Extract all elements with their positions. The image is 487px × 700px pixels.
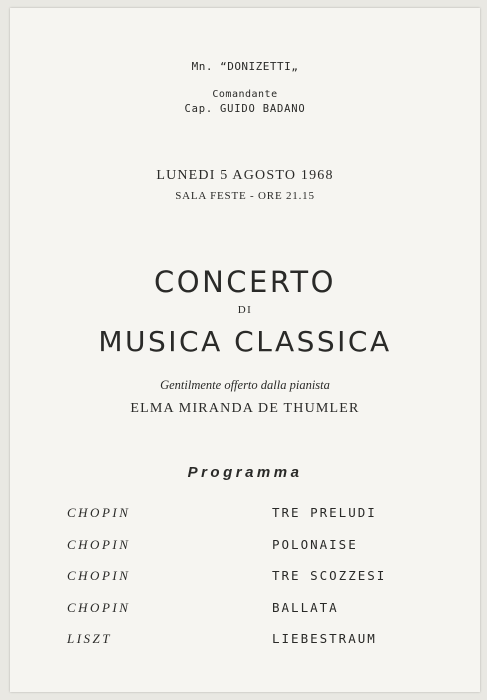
program-row xyxy=(10,568,480,600)
commander-title: Comandante xyxy=(212,89,278,100)
program-row xyxy=(10,505,480,537)
composer: CHOPIN xyxy=(67,599,131,615)
program-row xyxy=(10,600,480,632)
title-concerto: CONCERTO xyxy=(154,265,336,299)
title-di: DI xyxy=(237,304,253,316)
title-musica-classica: MUSICA CLASSICA xyxy=(98,325,392,358)
composer: CHOPIN xyxy=(67,536,131,552)
piece-title: BALLATA xyxy=(272,599,339,615)
program-row xyxy=(10,537,480,569)
composer: LISZT xyxy=(67,631,113,646)
event-venue-time: SALA FESTE - ORE 21.15 xyxy=(175,190,315,202)
program-list xyxy=(10,505,480,663)
captain-name: Cap. GUIDO BADANO xyxy=(184,103,306,115)
piece-title: TRE SCOZZESI xyxy=(272,568,387,583)
event-date: LUNEDI 5 AGOSTO 1968 xyxy=(156,168,334,183)
piece-title: LIEBESTRAUM xyxy=(272,631,377,646)
programma-heading: Programma xyxy=(187,464,303,481)
program-row xyxy=(10,631,480,663)
piece-title: POLONAISE xyxy=(272,536,358,552)
composer: CHOPIN xyxy=(67,505,131,520)
ship-name: Mn. “DONIZETTI„ xyxy=(191,60,299,73)
composer: CHOPIN xyxy=(67,568,131,583)
offer-line: Gentilmente offerto dalla pianista xyxy=(160,378,330,392)
concert-program-page xyxy=(10,8,480,692)
pianist-name: ELMA MIRANDA DE THUMLER xyxy=(130,401,360,416)
piece-title: TRE PRELUDI xyxy=(272,505,377,520)
